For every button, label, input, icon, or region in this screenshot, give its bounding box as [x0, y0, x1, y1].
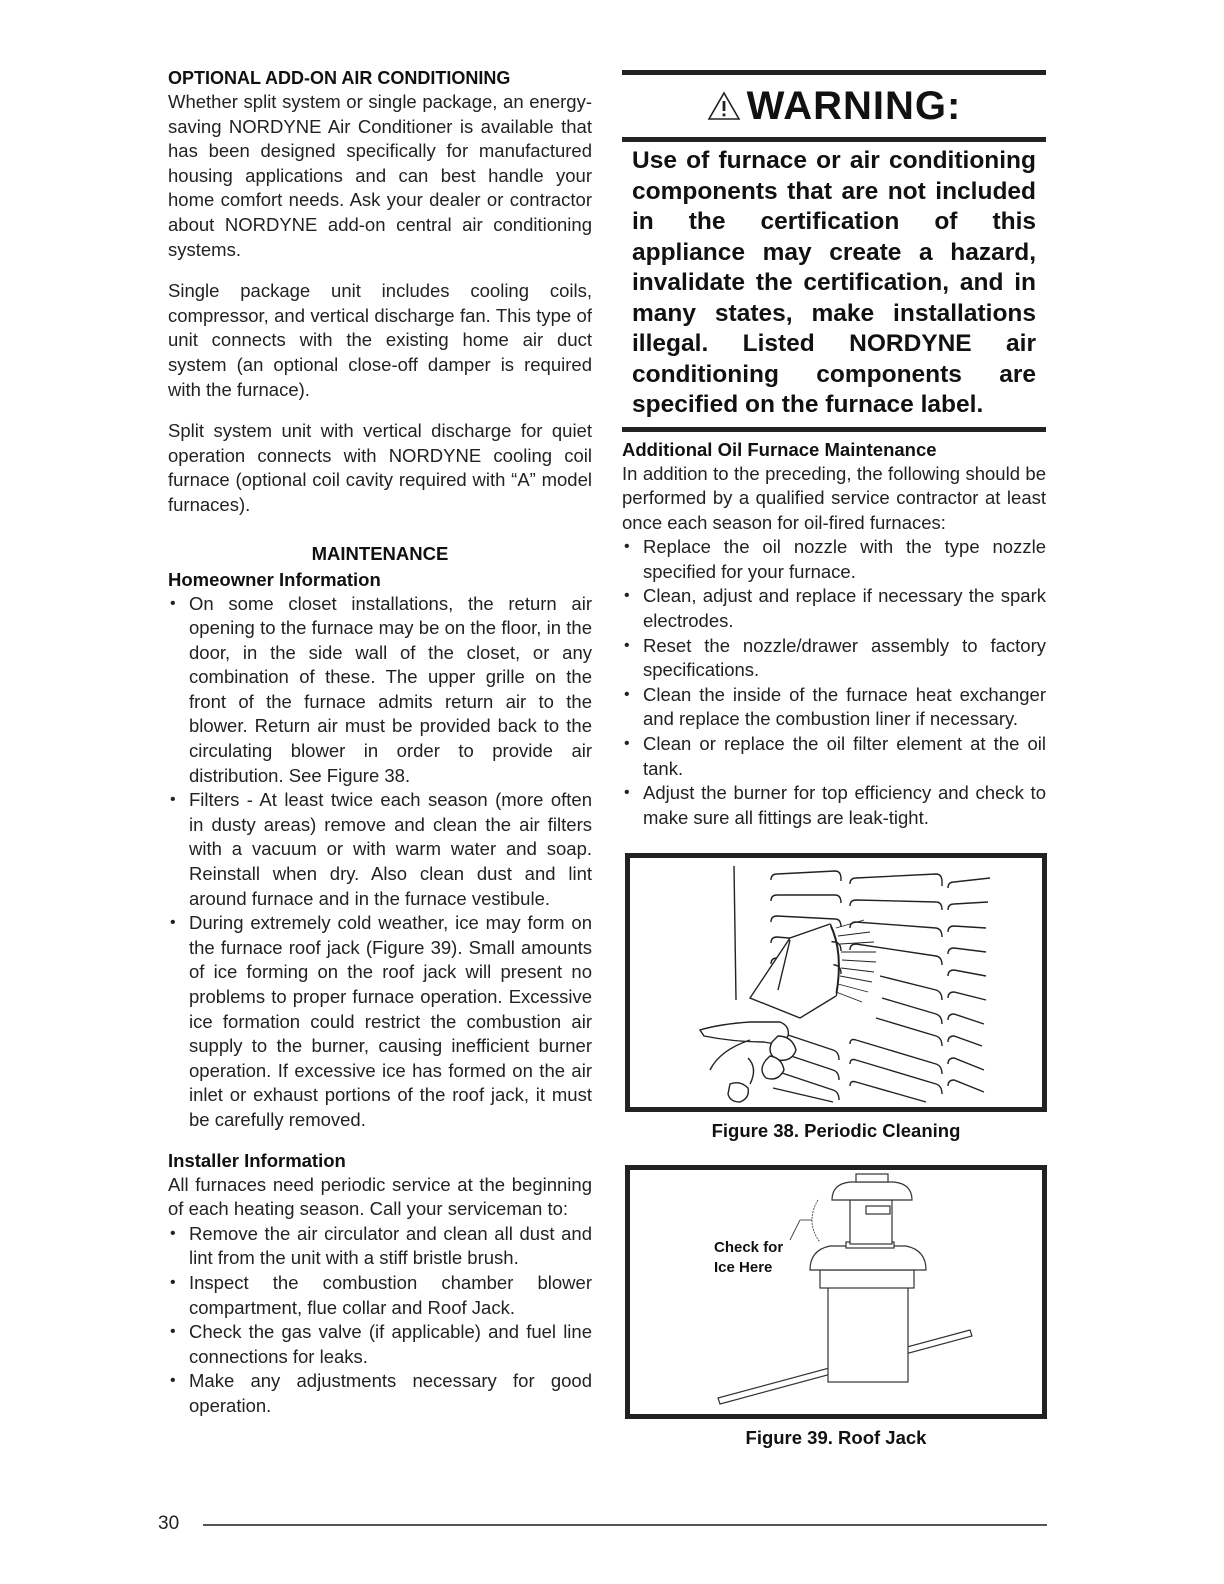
list-item: • Clean the inside of the furnace heat exchanger and replace the combustion liner if necessary.: [622, 683, 1046, 732]
list-item: • Inspect the combustion chamber blower compartment, flue collar and Roof Jack.: [168, 1271, 592, 1320]
list-item: • Adjust the burner for top efficiency and check to make sure all fittings are leak-tight.: [622, 781, 1046, 830]
installer-info-title: Installer Information: [168, 1149, 346, 1171]
footer-rule: [203, 1524, 1047, 1526]
figure-38: [625, 853, 1047, 1142]
list-item: • Remove the air circulator and clean all dust and lint from the unit with a stiff bristle brush.: [168, 1222, 592, 1271]
installer-bullet-list: [168, 1222, 592, 1419]
ac-paragraph-2: Single package unit includes cooling coils, compressor, and vertical discharge fan. This type of unit connects with the existing home air duct system (an optional close-off damper is required with the furnace).: [168, 280, 592, 400]
ac-paragraph-1: Whether split system or single package, an energy-saving NORDYNE Air Conditioner is available that has been designed specifically for manufactured housing applications and can best handle your home comfort needs. Ask your dealer or contractor about NORDYNE add-on central air conditioning systems.: [168, 91, 592, 260]
list-item: • Clean, adjust and replace if necessary the spark electrodes.: [622, 584, 1046, 633]
left-column: [168, 66, 592, 1419]
list-item: • Reset the nozzle/drawer assembly to factory specifications.: [622, 634, 1046, 683]
warning-bottom-rule: [622, 427, 1046, 432]
homeowner-bullet-list: [168, 592, 592, 1133]
list-item: • During extremely cold weather, ice may form on the furnace roof jack (Figure 39). Small amounts of ice forming on the roof jack will present no problems to proper furnace operation. Excessive ice formation could restrict the combustion air supply to the burner, causing inefficient burner operation. If excessive ice has formed on the air inlet or exhaust portions of the roof jack, it must be carefully removed.: [168, 911, 592, 1132]
warning-triangle-icon: [707, 91, 741, 121]
ac-section-title: OPTIONAL ADD-ON AIR CONDITIONING: [168, 68, 511, 88]
callout-line-1: Check for: [714, 1239, 784, 1256]
maintenance-title: MAINTENANCE: [311, 542, 449, 564]
warning-heading-text: WARNING:: [746, 83, 962, 128]
page-number: 30: [158, 1513, 180, 1534]
warning-heading: [622, 75, 1046, 137]
warning-box: [622, 70, 1046, 432]
oil-maintenance-bullet-list: [622, 535, 1046, 830]
figure-39-caption: Figure 39. Roof Jack: [745, 1427, 927, 1448]
list-item: • Replace the oil nozzle with the type nozzle specified for your furnace.: [622, 535, 1046, 584]
list-item: • Clean or replace the oil filter element at the oil tank.: [622, 732, 1046, 781]
figure-38-caption: Figure 38. Periodic Cleaning: [711, 1120, 961, 1141]
oil-maintenance-title: Additional Oil Furnace Maintenance: [622, 438, 937, 460]
figure-39: [625, 1165, 1047, 1449]
list-item: • Make any adjustments necessary for good operation.: [168, 1369, 592, 1418]
figure-38-frame: [625, 853, 1047, 1112]
periodic-cleaning-illustration: [630, 858, 1042, 1107]
warning-text: Use of furnace or air conditioning components that are not included in the certification of this appliance may create a hazard, invalidate the certification, and in many states, make installations illegal. Listed NORDYNE air conditioning components are specified on the furnace label.: [632, 147, 1036, 418]
list-item: • Filters - At least twice each season (more often in dusty areas) remove and clean the air filters with a vacuum or with warm water and soap. Reinstall when dry. Also clean dust and lint around furnace and in the furnace vestibule.: [168, 788, 592, 911]
list-item: • On some closet installations, the return air opening to the furnace may be on the floor, in the door, in the side wall of the closet, or any combination of these. The upper grille on the front of the furnace admits return air to the blower. Return air must be provided back to the circulating blower in order to provide air distribution. See Figure 38.: [168, 592, 592, 789]
callout-line-2: Ice Here: [714, 1259, 773, 1276]
installer-intro: All furnaces need periodic service at the beginning of each heating season. Call your serviceman to:: [168, 1173, 592, 1220]
oil-maintenance-intro: In addition to the preceding, the following should be performed by a qualified service contractor at least once each season for oil-fired furnaces:: [622, 462, 1046, 533]
roof-jack-illustration: [630, 1170, 1042, 1414]
list-item: • Check the gas valve (if applicable) and fuel line connections for leaks.: [168, 1320, 592, 1369]
ac-paragraph-3: Split system unit with vertical discharge for quiet operation connects with NORDYNE cooling coil furnace (optional coil cavity required with “A” model furnaces).: [168, 420, 592, 515]
right-column: [622, 70, 1046, 830]
figure-39-frame: [625, 1165, 1047, 1419]
homeowner-info-title: Homeowner Information: [168, 568, 381, 590]
